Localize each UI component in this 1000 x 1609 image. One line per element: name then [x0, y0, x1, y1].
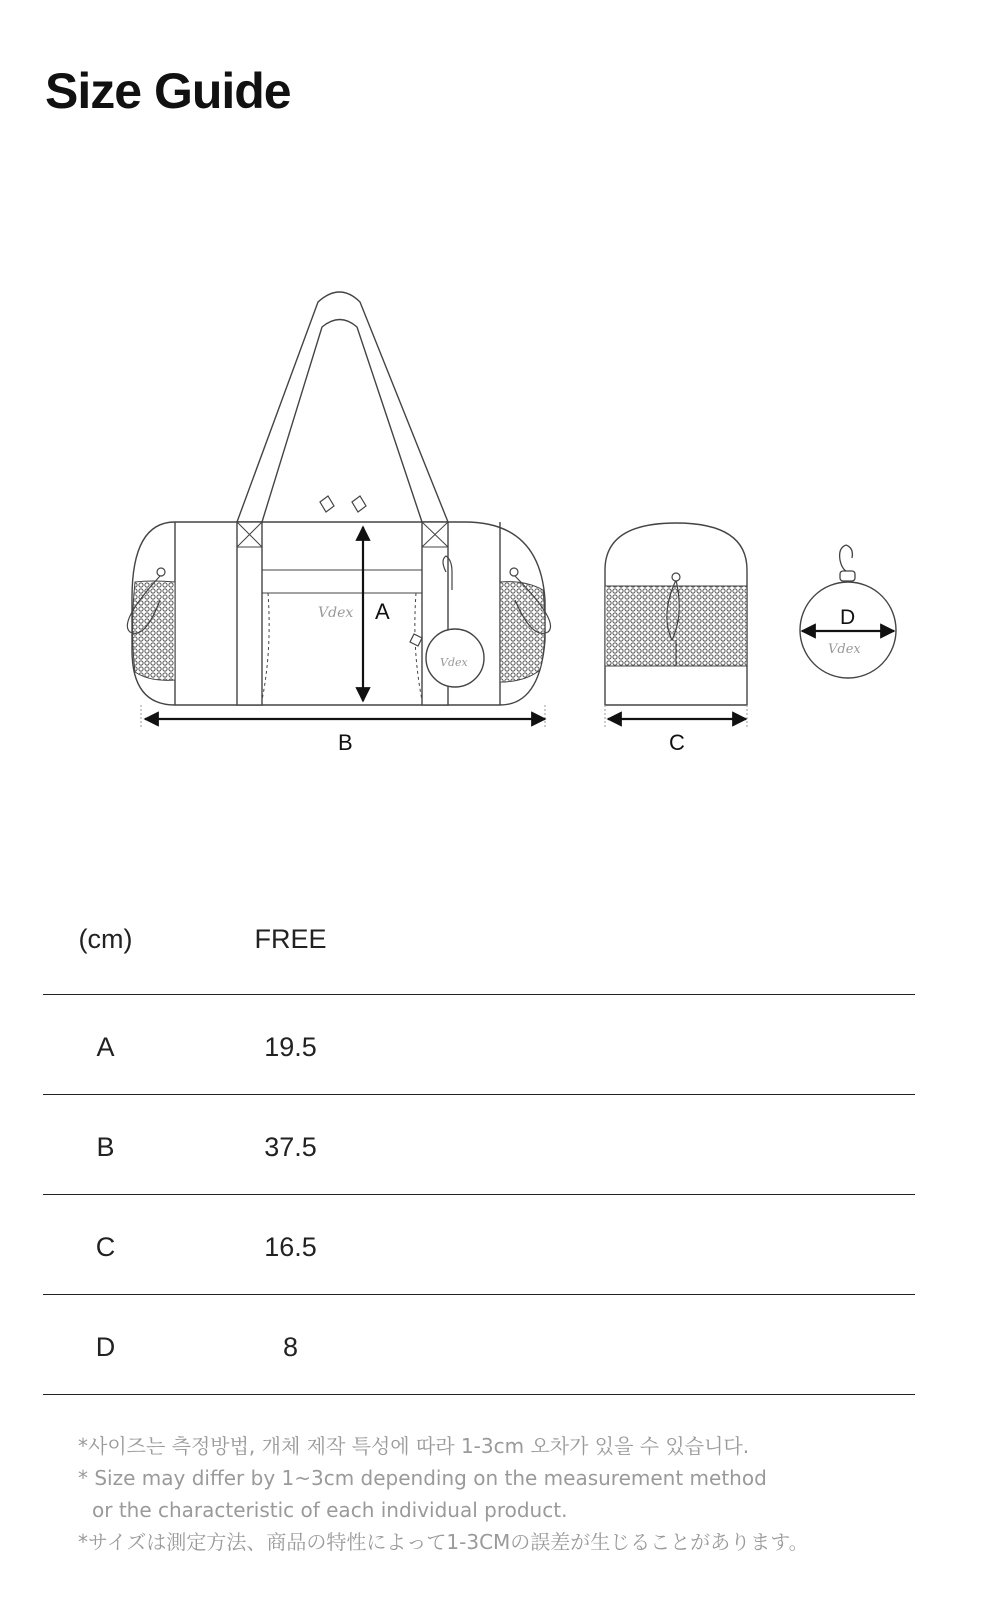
- row-label: D: [95, 1332, 116, 1362]
- table-header-row: [43, 888, 915, 995]
- dimension-c-label: C: [669, 730, 685, 755]
- note-english-line2: or the characteristic of each individual product.: [92, 1498, 568, 1522]
- header-size: FREE: [254, 924, 327, 954]
- row-value: 8: [282, 1332, 299, 1362]
- table-row: [43, 1195, 915, 1295]
- size-table: [43, 888, 915, 1395]
- bag-logo: Vdex: [318, 605, 354, 621]
- duffel-bag-side-illustration: [605, 523, 747, 728]
- note-english-line1: * Size may differ by 1~3cm depending on the measurement method: [78, 1466, 767, 1490]
- pouch-logo: Vdex: [440, 656, 468, 669]
- table-row: [43, 1095, 915, 1195]
- row-label: C: [95, 1232, 116, 1262]
- row-value: 19.5: [264, 1032, 317, 1062]
- table-row: [43, 1295, 915, 1395]
- row-value: 37.5: [264, 1132, 317, 1162]
- duffel-bag-front-illustration: [127, 292, 550, 728]
- header-unit: (cm): [78, 924, 133, 954]
- dimension-a-label: A: [375, 599, 390, 624]
- page-title: Size Guide: [45, 63, 291, 119]
- coin-pouch-logo: Vdex: [828, 642, 861, 657]
- dimension-b-label: B: [338, 730, 353, 755]
- dimension-d-label: D: [840, 606, 856, 629]
- row-value: 16.5: [264, 1232, 317, 1262]
- row-label: A: [96, 1032, 115, 1062]
- size-diagram: [0, 270, 1000, 770]
- size-notes: [78, 1430, 938, 1558]
- note-japanese: *サイズは測定方法、商品の特性によって1-3CMの誤差が生じることがあります。: [78, 1530, 809, 1554]
- table-row: [43, 995, 915, 1095]
- row-label: B: [96, 1132, 115, 1162]
- note-korean: *사이즈는 측정방법, 개체 제작 특성에 따라 1-3cm 오차가 있을 수 있습니다.: [78, 1434, 750, 1458]
